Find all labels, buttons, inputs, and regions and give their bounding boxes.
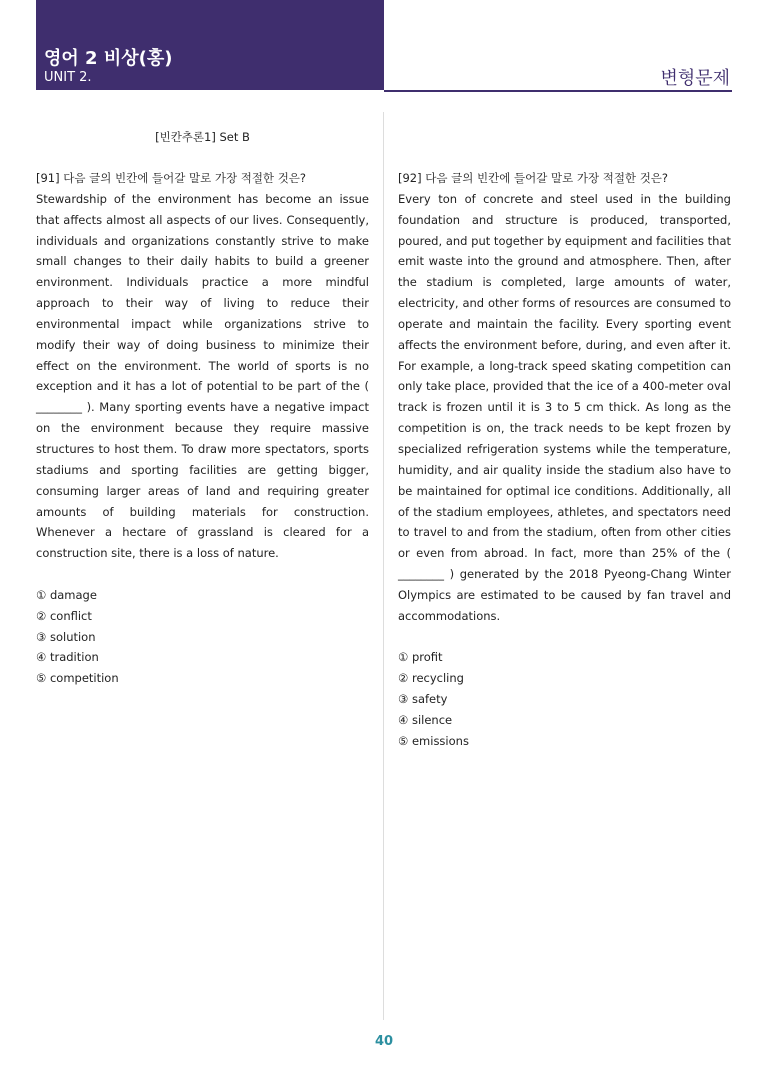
book-title: 영어 2 비상(홍) — [44, 48, 173, 69]
option-3: ③ safety — [398, 692, 448, 707]
question-heading: [92] 다음 글의 빈칸에 들어갈 말로 가장 적절한 것은? — [398, 171, 669, 185]
header-rule — [384, 90, 732, 92]
column-divider — [383, 112, 384, 1020]
question-heading: [91] 다음 글의 빈칸에 들어갈 말로 가장 적절한 것은? — [36, 171, 307, 185]
option-1: ① damage — [36, 587, 97, 602]
unit-label: UNIT 2. — [44, 70, 92, 85]
answer-options — [36, 585, 369, 689]
answer-options — [398, 647, 731, 751]
set-title: [빈칸추론1] Set B — [155, 130, 250, 144]
question-passage: Stewardship of the environment has become an issue that affects almost all aspects of our lives. Consequently, individuals and organizations constantly strive to make small changes to their daily habits to build a greener environment. Individuals practice a more mindful approach to their way of living to reduce their environmental impact while organizations strive to modify their way of doing business to minimize their effect on the environment. The world of sports is no exception and it has a lot of potential to be part of the ( ________ ). Many sporting events have a negative impact on the environment because they require massive structures to host them. To draw more spectators, sports stadiums and sporting facilities are getting bigger, consuming larger areas of land and requiring greater amounts of building materials for construction. Whenever a hectare of grassland is cleared for a construction site, there is a loss of nature. — [36, 191, 369, 561]
question-passage: Every ton of concrete and steel used in the building foundation and structure is produced, transported, poured, and put together by equipment and facilities that emit waste into the ground and atmosphere. Then, after the stadium is completed, large amounts of water, electricity, and other forms of resources are consumed to operate and maintain the facility. Every sporting event affects the environment before, during, and even after it. For example, a long-track speed skating competition can only take place, provided that the ice of a 400-meter oval track is frozen until it is 3 to 5 cm thick. As long as the competition is on, the track needs to be kept frozen by specialized refrigeration systems while the temperature, humidity, and air quality inside the stadium also have to be maintained for optimal ice conditions. Additionally, all of the stadium employees, athletes, and spectators need to travel to and from the stadium, often from other cities or even from abroad. In fact, more than 25% of the ( ________ ) generated by the 2018 Pyeong-Chang Winter Olympics are estimated to be caused by fan travel and accommodations. — [398, 191, 731, 623]
option-4: ④ silence — [398, 712, 453, 727]
category-label: 변형문제 — [660, 68, 730, 89]
question-91 — [36, 168, 369, 689]
option-5: ⑤ competition — [36, 671, 119, 686]
page-number: 40 — [374, 1034, 394, 1049]
option-4: ④ tradition — [36, 650, 99, 665]
option-2: ② recycling — [398, 671, 464, 686]
option-2: ② conflict — [36, 608, 92, 623]
option-5: ⑤ emissions — [398, 733, 469, 748]
option-1: ① profit — [398, 650, 443, 665]
option-3: ③ solution — [36, 629, 96, 644]
question-92 — [398, 168, 731, 752]
